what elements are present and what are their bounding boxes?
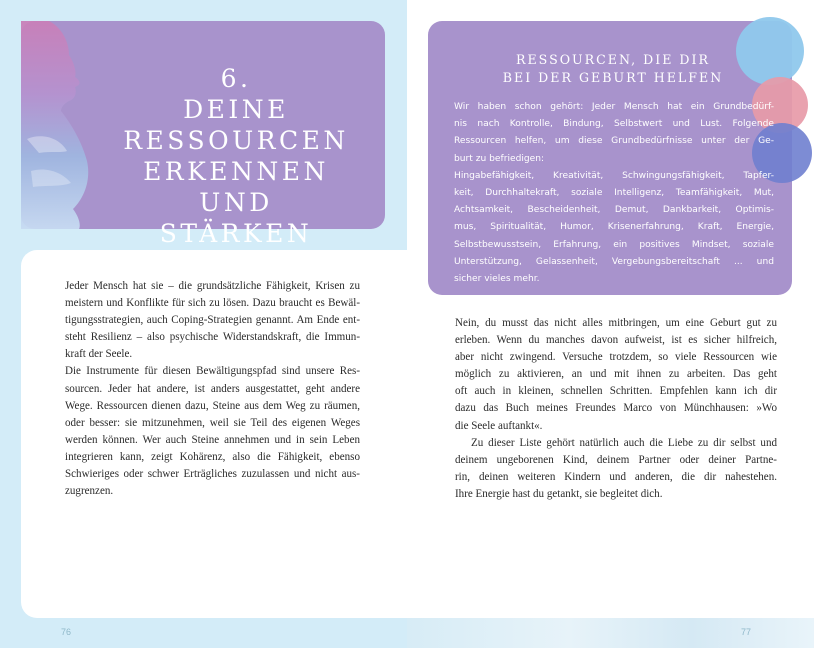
text-line: die Seele auftankt«. bbox=[455, 419, 543, 432]
resources-box-line: mus, Spiritualität, Humor, Krisenerfahrung, Kraft, Energie, bbox=[454, 222, 774, 233]
resources-box-line: Ressourcen helfen, um diese Grundbedürfnisse unter der Ge- bbox=[454, 136, 774, 147]
text-line: aber nicht zwingend. Versuche trotzdem, so viele Ressourcen wie bbox=[455, 351, 777, 364]
left-body-text bbox=[65, 278, 360, 500]
resources-box-line: burt zu befriedigen: bbox=[454, 153, 545, 164]
resources-box-line: nis nach Kontrolle, Bindung, Selbstwert und Lust. Folgende bbox=[454, 119, 774, 130]
text-line: steht Resilienz – also psychische Widerstandskraft, die Immun- bbox=[65, 331, 360, 344]
chapter-title bbox=[101, 63, 371, 249]
chapter-title-line-3: ERKENNEN UND bbox=[143, 157, 329, 217]
text-line: oder besser: sie mitzunehmen, weil sie Teil des eigenen Weges bbox=[65, 416, 360, 429]
text-line: zugrenzen. bbox=[65, 485, 114, 498]
resources-box-line: Hingabefähigkeit, Kreativität, Schwingungsfähigkeit, Tapfer- bbox=[454, 170, 774, 181]
text-line: möglich zu aktivieren, an und mit ihnen zu arbeiten. Das geht bbox=[455, 368, 777, 381]
resources-box-line: keit, Durchhaltekraft, soziale Intelligenz, Teamfähigkeit, Mut, bbox=[454, 188, 774, 199]
text-line: rin, deinen weiteren Kindern und anderen, die dir nahestehen. bbox=[455, 470, 777, 483]
text-line: Die Instrumente für diesen Bewältigungspfad sind unsere Res- bbox=[65, 365, 360, 378]
text-line: Wege. Ressourcen dienen dazu, Steine aus dem Weg zu räumen, bbox=[65, 399, 360, 412]
text-line: werden können. Wer auch Steine annehmen und in sein Leben bbox=[65, 433, 360, 446]
chapter-title-line-1: DEINE bbox=[183, 95, 289, 124]
text-line: Nein, du musst das nicht alles mitbringen, um eine Geburt gut zu bbox=[455, 317, 777, 329]
text-line: kraft der Seele. bbox=[65, 348, 133, 361]
paragraph bbox=[65, 278, 360, 363]
chapter-title-line-4: STÄRKEN bbox=[159, 219, 313, 248]
left-text-panel-extension bbox=[380, 250, 420, 618]
chapter-number: 6. bbox=[220, 64, 252, 93]
text-line: Jeder Mensch hat sie – die grundsätzliche Fähigkeit, Krisen zu bbox=[65, 280, 360, 292]
resources-box-line: Achtsamkeit, Bescheidenheit, Demut, Dankbarkeit, Optimis- bbox=[454, 205, 774, 216]
right-page-watercolor-band bbox=[407, 618, 814, 648]
chapter-title-line-2: RESSOURCEN bbox=[123, 126, 349, 155]
text-line: deinem ungeborenen Kind, deinem Partner oder deiner Partne- bbox=[455, 453, 777, 466]
text-line: Ihre Energie hast du getankt, sie begleitet dich. bbox=[455, 487, 663, 500]
resources-box-line: sicher vieles mehr. bbox=[454, 274, 540, 285]
right-body-text bbox=[455, 315, 777, 503]
paragraph bbox=[65, 363, 360, 500]
text-line: meistern und Konflikte für sich zu lösen. Dazu braucht es Bewäl- bbox=[65, 297, 360, 310]
text-line: integrieren kann, zeigt Kohärenz, also die Fähigkeit, ebenso bbox=[65, 450, 360, 463]
text-line: Schwieriges oder schwer Erträgliches zuzulassen und nicht aus- bbox=[65, 468, 360, 481]
resources-box-heading bbox=[468, 51, 758, 87]
page-number-left: 76 bbox=[61, 627, 72, 637]
chapter-title-card bbox=[21, 21, 385, 248]
resources-box-heading-line: BEI DER GEBURT HELFEN bbox=[502, 70, 724, 85]
text-line: oft auch in kleinen, schnellen Schritten. Empfehlen kann ich dir bbox=[455, 385, 777, 398]
resources-box-text bbox=[454, 99, 774, 288]
paragraph bbox=[455, 435, 777, 503]
text-line: sourcen. Jeder hat andere, ist anders ausgestattet, geht andere bbox=[65, 382, 360, 395]
text-line: dazu das Buch meines Freundes Marco von Münchhausen: »Wo bbox=[455, 402, 777, 415]
resources-info-box bbox=[428, 21, 792, 295]
resources-box-line: Unterstützung, Gelassenheit, Vergebungsbereitschaft ... und bbox=[454, 256, 774, 267]
resources-box-line: Selbstbewusstsein, Erfahrung, ein positives Mindset, soziale bbox=[454, 239, 774, 250]
text-line: tigungsstrategien, auch Coping-Strategien genannt. Am Ende ent- bbox=[65, 314, 360, 327]
page-number-right: 77 bbox=[741, 627, 752, 637]
paragraph bbox=[455, 315, 777, 435]
resources-box-line: Wir haben schon gehört: Jeder Mensch hat ein Grundbedürf- bbox=[454, 102, 774, 112]
text-line: Zu dieser Liste gehört natürlich auch die Liebe zu dir selbst und bbox=[471, 436, 777, 449]
resources-box-heading-line: RESSOURCEN, DIE DIR bbox=[515, 52, 710, 67]
text-line: erleben. Wenn du manches davon aufweist, ist es sicher hilfreich, bbox=[455, 334, 777, 347]
